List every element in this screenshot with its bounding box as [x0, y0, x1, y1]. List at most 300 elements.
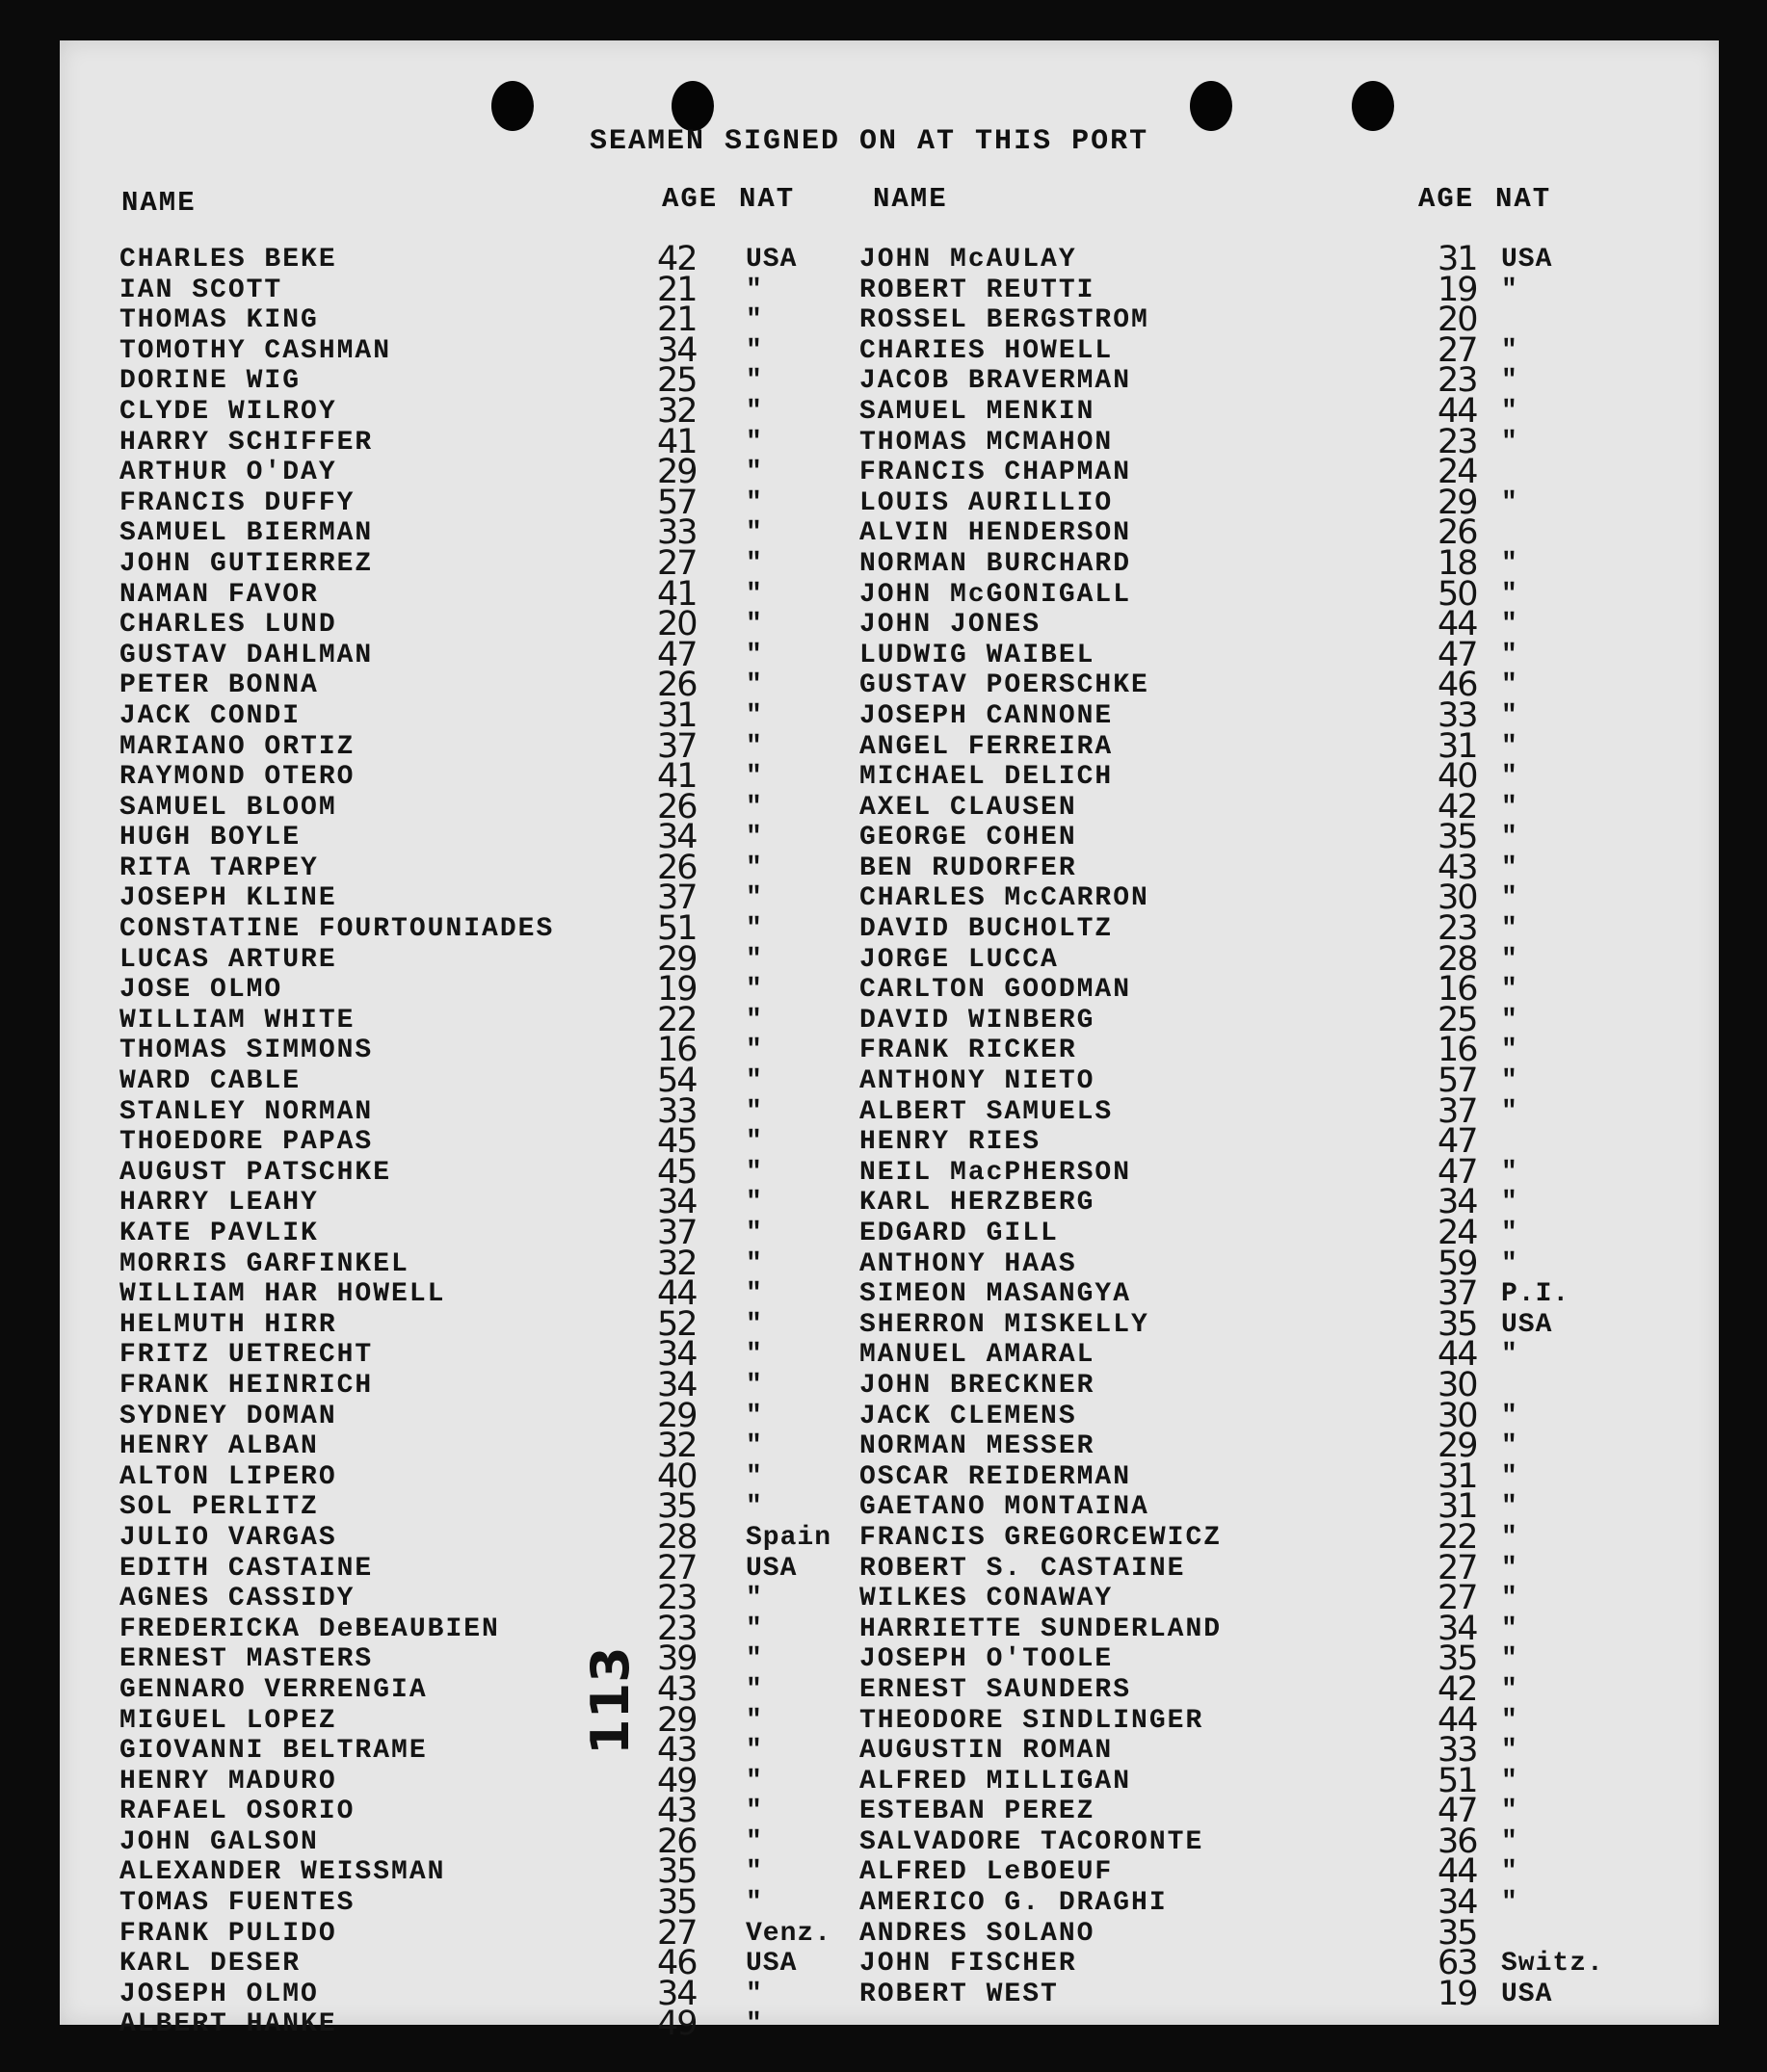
seaman-row: [859, 1579, 1707, 1618]
seaman-name: SOL PERLITZ: [119, 1492, 319, 1523]
seaman-row: [859, 391, 1707, 431]
seaman-name: HENRY RIES: [859, 1127, 1042, 1158]
seaman-row: [859, 1427, 1707, 1466]
seaman-row: [60, 1000, 888, 1039]
seaman-name: GUSTAV DAHLMAN: [119, 640, 374, 670]
seaman-nationality: ": [1501, 275, 1518, 305]
seaman-nationality: ": [746, 975, 763, 1006]
seaman-name: AUGUST PATSCHKE: [119, 1157, 392, 1188]
seaman-row: [60, 361, 888, 401]
seaman-age: 31: [1437, 1456, 1477, 1496]
seaman-age: 34: [1437, 1883, 1477, 1923]
seaman-nationality: USA: [1501, 1979, 1553, 2009]
seaman-name: SALVADORE TACORONTE: [859, 1826, 1204, 1857]
seaman-name: SAMUEL BLOOM: [119, 792, 337, 823]
seaman-age: 40: [1437, 757, 1477, 797]
seaman-row: [859, 301, 1707, 340]
seaman-nationality: USA: [746, 1949, 798, 1980]
seaman-row: [60, 574, 888, 614]
seaman-name: LOUIS AURILLIO: [859, 487, 1114, 518]
seaman-nationality: ": [1501, 1766, 1518, 1797]
seaman-name: ALVIN HENDERSON: [859, 518, 1132, 549]
seaman-age: 19: [1437, 270, 1477, 309]
seaman-nationality: ": [746, 640, 763, 670]
seaman-name: ERNEST SAUNDERS: [859, 1674, 1132, 1705]
seaman-age: 30: [1437, 1365, 1477, 1404]
seaman-nationality: ": [746, 852, 763, 883]
seaman-name: JOSE OLMO: [119, 975, 283, 1006]
seaman-nationality: ": [746, 1705, 763, 1736]
seaman-nationality: ": [746, 1431, 763, 1462]
page-title: SEAMEN SIGNED ON AT THIS PORT: [590, 125, 1149, 158]
seaman-age: 57: [657, 483, 697, 522]
seaman-name: HARRIETTE SUNDERLAND: [859, 1613, 1223, 1644]
seaman-row: [859, 513, 1707, 553]
seaman-age: 44: [1437, 1700, 1477, 1740]
seaman-age: 45: [657, 1122, 697, 1162]
seaman-name: CONSTATINE FOURTOUNIADES: [119, 914, 555, 945]
seaman-age: 42: [657, 240, 697, 278]
seaman-row: [60, 1639, 888, 1679]
seaman-age: 42: [1437, 787, 1477, 826]
seaman-name: NAMAN FAVOR: [119, 579, 319, 610]
seaman-nationality: ": [1501, 1219, 1518, 1248]
seaman-name: JOHN FISCHER: [859, 1949, 1077, 1980]
seaman-age: 42: [1437, 1669, 1477, 1709]
seaman-name: SAMUEL BIERMAN: [119, 518, 374, 549]
seaman-name: ANGEL FERREIRA: [859, 731, 1114, 762]
seaman-row: [859, 1304, 1707, 1344]
seaman-nationality: ": [746, 823, 763, 853]
seaman-age: 32: [657, 391, 697, 431]
seaman-row: [859, 1517, 1707, 1557]
seaman-nationality: ": [746, 1370, 763, 1401]
seaman-age: 47: [1437, 1122, 1477, 1162]
seaman-name: KARL DESER: [119, 1949, 302, 1980]
seaman-row: [60, 787, 888, 826]
seaman-name: DAVID BUCHOLTZ: [859, 914, 1114, 945]
seaman-nationality: ": [746, 1979, 763, 2009]
seaman-age: 44: [1437, 1335, 1477, 1375]
seaman-nationality: ": [746, 335, 763, 366]
seaman-name: JOHN BRECKNER: [859, 1370, 1095, 1401]
seaman-nationality: ": [746, 1492, 763, 1523]
seaman-name: ANDRES SOLANO: [859, 1918, 1095, 1949]
seaman-row: [859, 1396, 1707, 1435]
seaman-name: KATE PAVLIK: [119, 1219, 319, 1248]
seaman-name: MORRIS GARFINKEL: [119, 1248, 409, 1279]
seaman-name: GEORGE COHEN: [859, 823, 1077, 853]
seaman-nationality: ": [1501, 1857, 1518, 1888]
seaman-age: 46: [657, 1944, 697, 1983]
seaman-nationality: ": [1501, 1096, 1518, 1127]
seaman-age: 25: [1437, 1000, 1477, 1039]
seaman-nationality: ": [1501, 1522, 1518, 1553]
seaman-name: CARLTON GOODMAN: [859, 975, 1132, 1006]
seaman-name: CLYDE WILROY: [119, 396, 337, 427]
seaman-nationality: ": [1501, 762, 1518, 793]
seaman-name: LUCAS ARTURE: [119, 944, 337, 975]
seaman-name: DAVID WINBERG: [859, 1005, 1095, 1036]
seaman-nationality: ": [1501, 427, 1518, 458]
seaman-nationality: ": [746, 1736, 763, 1767]
seaman-name: TOMOTHY CASHMAN: [119, 335, 392, 366]
punch-hole: [672, 81, 714, 131]
seaman-age: 21: [657, 301, 697, 340]
seaman-row: [859, 1335, 1707, 1375]
seaman-row: [859, 879, 1707, 918]
seaman-nationality: ": [746, 1401, 763, 1431]
seaman-row: [60, 1456, 888, 1496]
seaman-age: 37: [1437, 1274, 1477, 1314]
seaman-name: SIMEON MASANGYA: [859, 1279, 1132, 1310]
seaman-nationality: ": [1501, 1797, 1518, 1827]
seaman-name: FRANK PULIDO: [119, 1918, 337, 1949]
seaman-row: [859, 1548, 1707, 1587]
seaman-row: [859, 1062, 1707, 1101]
seaman-name: WILLIAM WHITE: [119, 1005, 356, 1036]
seaman-name: JOHN McGONIGALL: [859, 579, 1132, 610]
seaman-row: [859, 1152, 1707, 1192]
seaman-age: 34: [1437, 1183, 1477, 1222]
seaman-age: 43: [1437, 848, 1477, 887]
seaman-row: [60, 453, 888, 492]
seaman-age: 54: [657, 1062, 697, 1101]
right-header-nat: NAT: [1495, 183, 1552, 215]
seaman-row: [60, 1365, 888, 1404]
seaman-age: 33: [1437, 695, 1477, 735]
seaman-row: [859, 970, 1707, 1010]
seaman-name: GAETANO MONTAINA: [859, 1492, 1149, 1523]
punch-hole: [1190, 81, 1232, 131]
seaman-age: 23: [657, 1609, 697, 1648]
seaman-row: [60, 1731, 888, 1770]
seaman-row: [859, 1700, 1707, 1740]
seaman-name: MICHAEL DELICH: [859, 762, 1114, 793]
seaman-row: [60, 2005, 888, 2044]
seaman-nationality: ": [746, 792, 763, 823]
seaman-age: 44: [657, 1274, 697, 1314]
seaman-nationality: ": [746, 1461, 763, 1492]
seaman-row: [60, 1396, 888, 1435]
seaman-age: 45: [657, 1152, 697, 1192]
seaman-age: 44: [1437, 605, 1477, 644]
seaman-nationality: ": [746, 1644, 763, 1675]
seaman-name: AGNES CASSIDY: [119, 1584, 356, 1614]
seaman-name: JOSEPH OLMO: [119, 1979, 319, 2009]
seaman-name: MANUEL AMARAL: [859, 1340, 1095, 1371]
seaman-row: [60, 422, 888, 461]
seaman-age: 43: [657, 1731, 697, 1770]
seaman-name: WARD CABLE: [119, 1066, 302, 1097]
seaman-age: 30: [1437, 879, 1477, 918]
seaman-age: 25: [657, 361, 697, 401]
seaman-row: [60, 1304, 888, 1344]
right-seamen-list: [859, 240, 1707, 2013]
seaman-name: THOMAS MCMAHON: [859, 427, 1114, 458]
seaman-name: ROBERT WEST: [859, 1979, 1059, 2009]
seaman-nationality: USA: [1501, 1309, 1553, 1340]
seaman-age: 49: [657, 1761, 697, 1800]
seaman-age: 35: [657, 1883, 697, 1923]
seaman-age: 32: [657, 1427, 697, 1466]
seaman-age: 49: [657, 2005, 697, 2044]
seaman-age: 29: [657, 939, 697, 979]
seaman-nationality: ": [1501, 1736, 1518, 1767]
seaman-name: CHARLES BEKE: [119, 245, 337, 275]
seaman-name: ALEXANDER WEISSMAN: [119, 1857, 446, 1888]
seaman-name: ALBERT HANKE: [119, 2009, 337, 2040]
seaman-name: JOHN GUTIERREZ: [119, 548, 374, 579]
seaman-age: 30: [1437, 1396, 1477, 1435]
seaman-row: [859, 1974, 1707, 2013]
seaman-age: 63: [1437, 1944, 1477, 1983]
seaman-row: [60, 1183, 888, 1222]
seaman-name: GIOVANNI BELTRAME: [119, 1736, 428, 1767]
seaman-age: 34: [657, 1365, 697, 1404]
seaman-row: [859, 909, 1707, 949]
seaman-nationality: ": [1501, 487, 1518, 518]
seaman-age: 34: [657, 1335, 697, 1375]
seaman-row: [60, 240, 888, 278]
seaman-name: ROSSEL BERGSTROM: [859, 305, 1149, 336]
seaman-age: 29: [657, 1700, 697, 1740]
seaman-age: 40: [657, 1456, 697, 1496]
seaman-age: 26: [657, 1822, 697, 1861]
seaman-row: [60, 818, 888, 857]
left-header-name: NAME: [121, 187, 197, 219]
seaman-age: 37: [1437, 1091, 1477, 1131]
seaman-row: [859, 1214, 1707, 1252]
seaman-row: [859, 1669, 1707, 1709]
seaman-name: THOMAS SIMMONS: [119, 1036, 374, 1066]
seaman-row: [859, 1365, 1707, 1404]
seaman-row: [60, 301, 888, 340]
document-page: [60, 40, 1719, 2044]
seaman-nationality: ": [746, 366, 763, 397]
seaman-nationality: Venz.: [746, 1918, 832, 1949]
seaman-name: OSCAR REIDERMAN: [859, 1461, 1132, 1492]
seaman-row: [859, 787, 1707, 826]
seaman-name: JOSEPH O'TOOLE: [859, 1644, 1114, 1675]
seaman-name: AUGUSTIN ROMAN: [859, 1736, 1114, 1767]
seaman-nationality: ": [746, 914, 763, 945]
seaman-age: 59: [1437, 1244, 1477, 1283]
seaman-name: STANLEY NORMAN: [119, 1096, 374, 1127]
seaman-name: MARIANO ORTIZ: [119, 731, 356, 762]
seaman-nationality: ": [746, 731, 763, 762]
seaman-name: ALFRED LeBOEUF: [859, 1857, 1114, 1888]
punch-hole: [491, 81, 534, 131]
seaman-age: 27: [1437, 1548, 1477, 1587]
seaman-nationality: ": [1501, 1340, 1518, 1371]
seaman-name: JOHN JONES: [859, 610, 1042, 641]
seaman-row: [859, 695, 1707, 735]
seaman-nationality: ": [1501, 883, 1518, 914]
seaman-name: EDGARD GILL: [859, 1219, 1059, 1248]
seaman-age: 32: [657, 1244, 697, 1283]
seaman-name: JOSEPH CANNONE: [859, 700, 1114, 731]
seaman-name: FRITZ UETRECHT: [119, 1340, 374, 1371]
right-header-age: AGE: [1418, 183, 1475, 215]
seaman-name: ROBERT S. CASTAINE: [859, 1553, 1186, 1584]
seaman-name: JACK CONDI: [119, 700, 302, 731]
seaman-age: 31: [657, 695, 697, 735]
seaman-row: [60, 605, 888, 644]
seaman-age: 22: [1437, 1517, 1477, 1557]
seaman-nationality: ": [746, 518, 763, 549]
seaman-name: CHARIES HOWELL: [859, 335, 1114, 366]
seaman-name: GENNARO VERRENGIA: [119, 1674, 428, 1705]
seaman-nationality: ": [1501, 731, 1518, 762]
seaman-age: 43: [657, 1792, 697, 1831]
seaman-age: 47: [657, 635, 697, 674]
seaman-nationality: ": [746, 670, 763, 701]
seaman-name: HENRY MADURO: [119, 1766, 337, 1797]
right-header-name: NAME: [873, 183, 948, 215]
seaman-nationality: ": [746, 1309, 763, 1340]
seaman-nationality: ": [1501, 1157, 1518, 1188]
seaman-nationality: ": [746, 610, 763, 641]
seaman-row: [859, 666, 1707, 705]
seaman-name: JULIO VARGAS: [119, 1522, 337, 1553]
seaman-row: [60, 848, 888, 887]
seaman-name: CHARLES LUND: [119, 610, 337, 641]
seaman-nationality: Switz.: [1501, 1949, 1604, 1980]
seaman-name: ALTON LIPERO: [119, 1461, 337, 1492]
seaman-nationality: ": [746, 1248, 763, 1279]
seaman-name: DORINE WIG: [119, 366, 302, 397]
seaman-nationality: ": [746, 1826, 763, 1857]
seaman-name: ANTHONY NIETO: [859, 1066, 1095, 1097]
seaman-age: 20: [1437, 301, 1477, 340]
seaman-nationality: ": [1501, 640, 1518, 670]
seaman-nationality: USA: [1501, 245, 1553, 275]
seaman-nationality: ": [746, 1066, 763, 1097]
seaman-age: 35: [1437, 1913, 1477, 1953]
seaman-row: [60, 543, 888, 583]
seaman-row: [859, 1822, 1707, 1861]
seaman-name: ESTEBAN PEREZ: [859, 1797, 1095, 1827]
seaman-nationality: ": [1501, 823, 1518, 853]
seaman-age: 27: [657, 1548, 697, 1587]
seaman-age: 57: [1437, 1062, 1477, 1101]
seaman-row: [60, 757, 888, 797]
seaman-name: WILKES CONAWAY: [859, 1584, 1114, 1614]
left-header-age: AGE: [662, 183, 719, 215]
seaman-name: TOMAS FUENTES: [119, 1888, 356, 1919]
seaman-age: 31: [1437, 726, 1477, 766]
seaman-row: [859, 1944, 1707, 1983]
seaman-age: 26: [1437, 513, 1477, 553]
seaman-nationality: USA: [746, 1553, 798, 1584]
seaman-age: 44: [1437, 391, 1477, 431]
seaman-name: JACOB BRAVERMAN: [859, 366, 1132, 397]
seaman-name: FRANK HEINRICH: [119, 1370, 374, 1401]
seaman-row: [859, 1091, 1707, 1131]
seaman-nationality: ": [1501, 914, 1518, 945]
seaman-age: 27: [657, 1913, 697, 1953]
seaman-age: 51: [1437, 1761, 1477, 1800]
seaman-nationality: ": [746, 1219, 763, 1248]
seaman-nationality: ": [746, 1797, 763, 1827]
seaman-name: SHERRON MISKELLY: [859, 1309, 1149, 1340]
seaman-row: [859, 1761, 1707, 1800]
seaman-row: [859, 1031, 1707, 1070]
seaman-name: MIGUEL LOPEZ: [119, 1705, 337, 1736]
left-seamen-list: [60, 240, 888, 2044]
seaman-row: [859, 757, 1707, 797]
seaman-row: [60, 1091, 888, 1131]
seaman-row: [60, 1031, 888, 1070]
seaman-row: [859, 574, 1707, 614]
seaman-row: [60, 1427, 888, 1466]
seaman-row: [859, 939, 1707, 979]
seaman-nationality: ": [746, 762, 763, 793]
seaman-nationality: ": [1501, 1461, 1518, 1492]
seaman-age: 47: [1437, 635, 1477, 674]
seaman-age: 16: [1437, 970, 1477, 1010]
seaman-row: [859, 240, 1707, 278]
seaman-age: 41: [657, 757, 697, 797]
seaman-age: 27: [1437, 1579, 1477, 1618]
seaman-row: [859, 1913, 1707, 1953]
seaman-row: [60, 1244, 888, 1283]
seaman-age: 27: [657, 543, 697, 583]
seaman-row: [859, 1122, 1707, 1162]
seaman-name: PETER BONNA: [119, 670, 319, 701]
seaman-row: [60, 726, 888, 766]
seaman-row: [60, 330, 888, 370]
seaman-age: 34: [1437, 1609, 1477, 1648]
seaman-nationality: P.I.: [1501, 1279, 1570, 1310]
seaman-age: 16: [1437, 1031, 1477, 1070]
seaman-age: 26: [657, 666, 697, 705]
seaman-row: [60, 1122, 888, 1162]
seaman-row: [60, 1517, 888, 1557]
seaman-row: [859, 1852, 1707, 1892]
seaman-age: 31: [1437, 240, 1477, 278]
seaman-age: 41: [657, 422, 697, 461]
seaman-name: JOHN McAULAY: [859, 245, 1077, 275]
seaman-nationality: ": [746, 883, 763, 914]
seaman-row: [859, 726, 1707, 766]
seaman-name: NORMAN MESSER: [859, 1431, 1095, 1462]
seaman-row: [859, 605, 1707, 644]
seaman-nationality: ": [746, 1157, 763, 1188]
seaman-row: [859, 848, 1707, 887]
seaman-age: 19: [657, 970, 697, 1010]
seaman-name: AMERICO G. DRAGHI: [859, 1888, 1168, 1919]
seaman-nationality: ": [1501, 610, 1518, 641]
seaman-age: 34: [657, 818, 697, 857]
seaman-row: [60, 391, 888, 431]
seaman-nationality: ": [1501, 1888, 1518, 1919]
seaman-row: [859, 1609, 1707, 1648]
seaman-name: ALBERT SAMUELS: [859, 1096, 1114, 1127]
seaman-row: [60, 939, 888, 979]
seaman-row: [60, 1062, 888, 1101]
seaman-name: HUGH BOYLE: [119, 823, 302, 853]
seaman-age: 23: [657, 1579, 697, 1618]
seaman-row: [60, 1700, 888, 1740]
seaman-name: THEODORE SINDLINGER: [859, 1705, 1204, 1736]
seaman-row: [60, 1274, 888, 1314]
seaman-row: [859, 1731, 1707, 1770]
seaman-row: [60, 1152, 888, 1192]
seaman-nationality: ": [1501, 1553, 1518, 1584]
seaman-name: ANTHONY HAAS: [859, 1248, 1077, 1279]
